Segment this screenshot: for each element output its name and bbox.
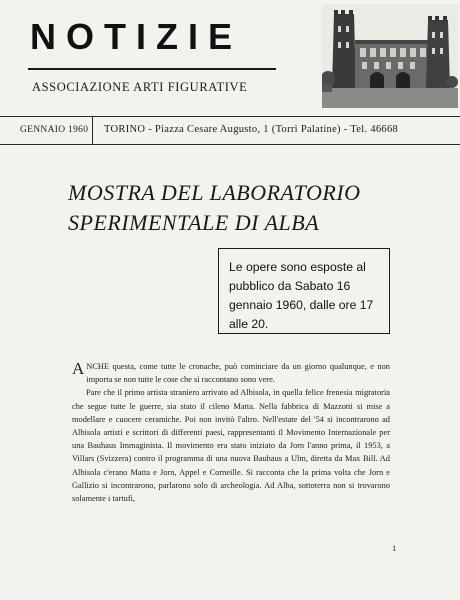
paragraph-1-text: NCHE questa, come tutte le cronache, può cominciare da un giorno qualunque, e non importa se non tutte le cose che si raccontano sono vere. [86,362,390,385]
issue-date: GENNAIO 1960 [20,125,89,135]
paragraph-1 [72,360,390,386]
drop-cap: A [72,359,85,378]
info-bar-divider [92,116,93,145]
info-bar [0,116,460,146]
masthead-rule [28,68,276,70]
info-bar-top-rule [0,116,460,117]
article-title-line-1: MOSTRA DEL LABORATORIO [68,180,361,205]
article-body [72,360,390,505]
palatine-towers-photo [322,4,458,108]
exhibition-notice-box: Le opere sono esposte al pubblico da Sabato 16 gennaio 1960, dalle ore 17 alle 20. [218,248,390,334]
brand-title: NOTIZIE [30,16,242,57]
association-name: ASSOCIAZIONE ARTI FIGURATIVE [32,80,248,94]
paragraph-2: Pare che il primo artista straniero arrivato ad Albisola, in quella felice frenesia migratoria che segue tutte le guerre, sia stato il cileno Matta. Nella fabbrica di Mazzotti si mise a modellare e cuocere ceramiche. Poi non invitò l'altro. Nell'estate del '54 si incontrarono ad Albisola artisti e scrittori di differenti paesi, rappresentanti il Movimento Internazionale per una Bauhaus Immaginista. Il movimento era stato iniziato da Jorn l'anno prima, il 1953, a Villars (Svizzera) contro il programma di una nuova Bauhaus a Ulm, diretta da Max Bill. Ad Albisola c'erano Matta e Jorn, Appel e Corneille. Si racconta che la prima volta che Jorn e Gallizio si incontrarono, parlarono solo di archeologia. Ad Alba, sottoterra non si trovarono solamente i tartufi, [72,388,390,504]
article-title [68,178,408,238]
association-address: TORINO - Piazza Cesare Augusto, 1 (Torri Palatine) - Tel. 46668 [104,124,399,135]
info-bar-bottom-rule [0,144,460,145]
masthead [0,0,460,115]
page-number: 1 [392,543,397,553]
article-title-line-2: SPERIMENTALE DI ALBA [68,210,320,235]
